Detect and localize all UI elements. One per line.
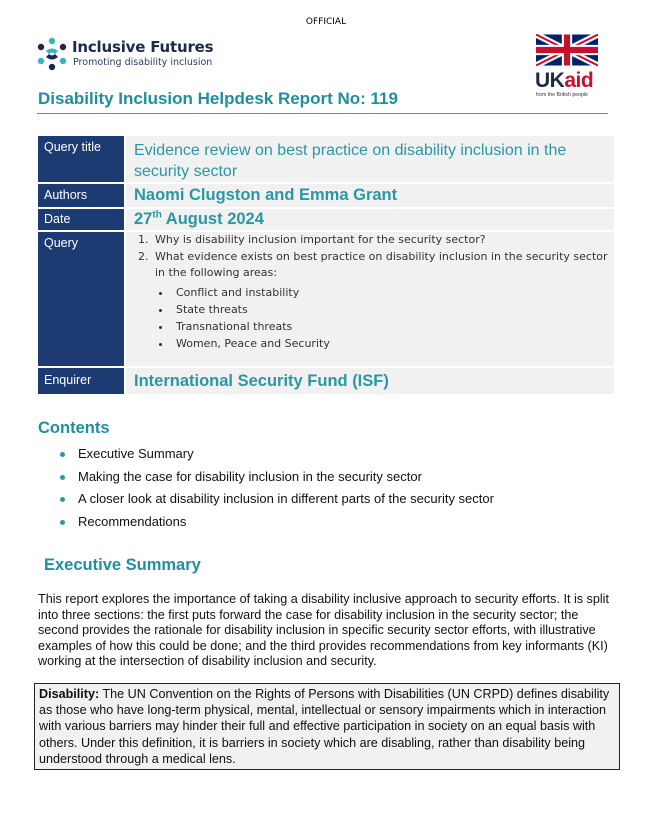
- contents-item-label: Recommendations: [78, 513, 187, 529]
- date-day: 27: [134, 210, 153, 228]
- query-area: • Women, Peace and Security: [172, 335, 614, 352]
- authors-label: Authors: [38, 184, 124, 207]
- query-label: Query: [38, 232, 124, 366]
- enquirer-label: Enquirer: [38, 368, 124, 394]
- contents-item[interactable]: [60, 446, 494, 469]
- ukaid-uk: UK: [535, 69, 565, 92]
- disability-definition-box: [34, 683, 620, 770]
- query-areas: [132, 284, 614, 352]
- query-title-value: Evidence review on best practice on disability inclusion in the security sector: [126, 136, 614, 182]
- bullet-icon: [60, 497, 65, 502]
- logo-tagline: Promoting disability inclusion: [73, 57, 213, 68]
- contents-heading: Contents: [38, 419, 110, 437]
- query-value: [126, 232, 614, 366]
- executive-summary-text: This report explores the importance of taking a disability inclusive approach to security efforts. It is split into three sections: the first puts forward the case for disability inclusion in the security sector; the second provides the rationale for disability inclusion in specific security sector efforts, with illustrative examples of how this could be done; and the third provides recommendations from key informants (KI) working at the intersection of disability inclusion and security.: [38, 592, 609, 668]
- report-title: Disability Inclusion Helpdesk Report No: 119: [38, 89, 398, 108]
- contents-item-label: Making the case for disability inclusion in the security sector: [78, 468, 422, 484]
- date-suffix: th: [152, 209, 162, 221]
- date-value: [126, 209, 614, 230]
- enquirer-value: International Security Fund (ISF): [126, 368, 614, 394]
- authors-value: Naomi Clugston and Emma Grant: [126, 184, 614, 207]
- classification-marking: OFFICIAL: [305, 17, 347, 27]
- bullet-icon: [60, 520, 65, 525]
- definition-text: The UN Convention on the Rights of Persons with Disabilities (UN CRPD) defines disability as those who have long-term physical, mental, intellectual or sensory impairments which in interaction with various barriers may hinder their full and effective participation in society on an equal basis with others. Under this definition, it is barriers in society which are disabling, rather than disability being understood through a medical lens.: [39, 687, 610, 766]
- ukaid-logo: [535, 34, 601, 104]
- definition-paragraph: [39, 686, 615, 767]
- contents-item-label: Executive Summary: [78, 446, 194, 461]
- ukaid-from: from the British people: [536, 92, 588, 98]
- logo-name: Inclusive Futures: [72, 38, 214, 56]
- title-divider: [37, 113, 608, 114]
- inclusive-futures-logo: [36, 37, 266, 73]
- definition-term: Disability:: [39, 687, 100, 701]
- contents-item[interactable]: [60, 514, 494, 537]
- query-table: [38, 136, 614, 396]
- query-question: 1. Why is disability inclusion important for the security sector?: [152, 232, 614, 249]
- date-row: [38, 209, 614, 230]
- query-title-label: Query title: [38, 136, 124, 182]
- contents-item-label: A closer look at disability inclusion in different parts of the security sector: [78, 491, 494, 506]
- executive-summary-heading: Executive Summary: [44, 556, 201, 574]
- ukaid-wordmark: [535, 70, 593, 91]
- ukaid-aid: aid: [564, 69, 594, 92]
- enquirer-row: [38, 368, 614, 394]
- query-area: • State threats: [172, 301, 614, 318]
- query-row: [38, 232, 614, 366]
- query-question: 2. What evidence exists on best practice on disability inclusion in the security sector in the following areas:: [152, 249, 614, 282]
- date-label: Date: [38, 209, 124, 230]
- query-questions: [132, 232, 614, 282]
- bullet-icon: [60, 475, 65, 480]
- query-title-row: [38, 136, 614, 182]
- query-area: • Conflict and instability: [172, 284, 614, 301]
- authors-row: [38, 184, 614, 207]
- people-circle-icon: [36, 37, 68, 71]
- contents-item[interactable]: [60, 491, 494, 514]
- bullet-icon: [60, 452, 65, 457]
- union-flag-icon: [536, 34, 598, 66]
- date-rest: August 2024: [161, 210, 264, 228]
- contents-item[interactable]: [60, 469, 494, 492]
- query-area: • Transnational threats: [172, 318, 614, 335]
- contents-list: [60, 446, 494, 536]
